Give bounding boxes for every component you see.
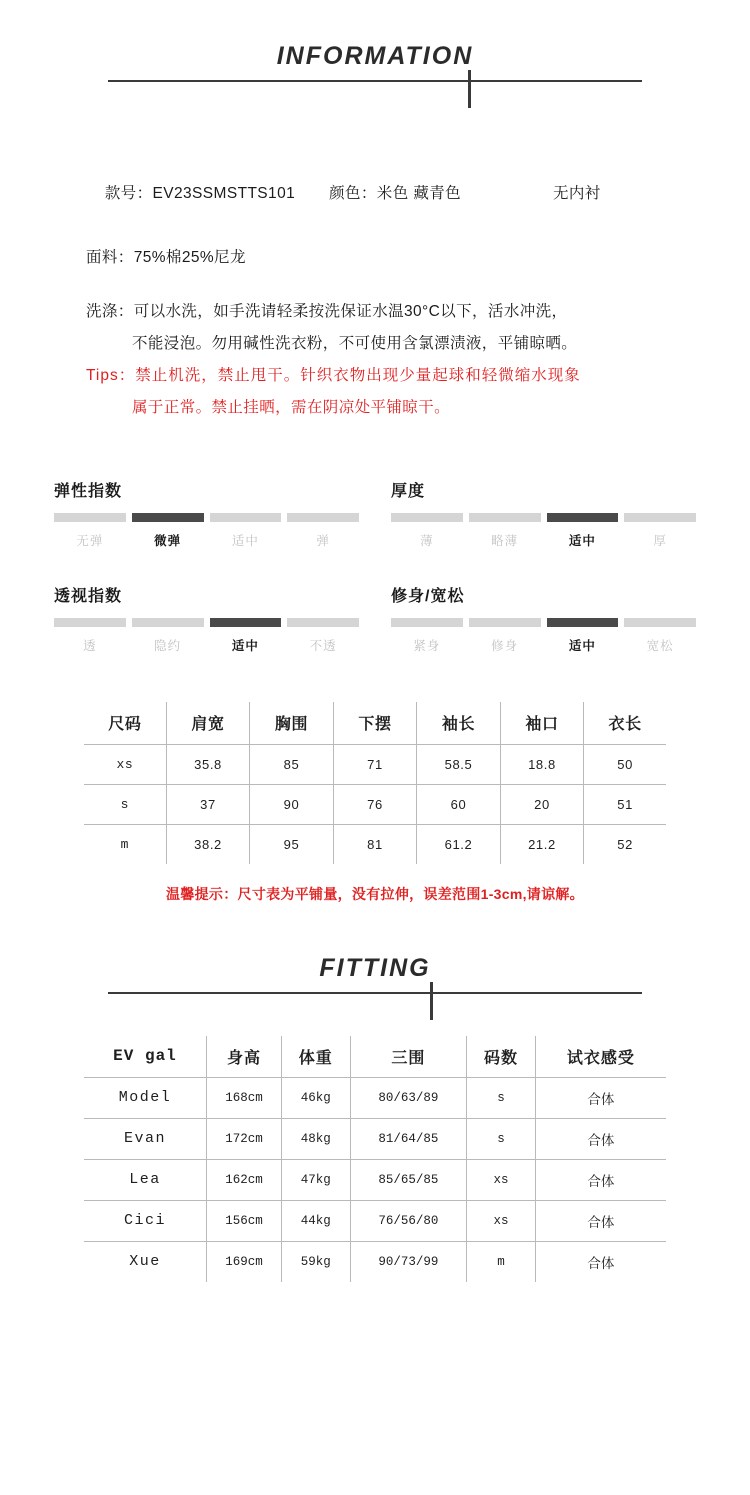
meter-segment — [132, 618, 204, 627]
meter-fit — [391, 583, 696, 654]
size-cell: 35.8 — [166, 744, 249, 784]
table-row — [84, 744, 666, 784]
fitting-feedback: 合体 — [535, 1200, 666, 1241]
meter-transparency-title: 透视指数 — [54, 588, 123, 605]
info-color: 颜色：米色 藏青色 — [329, 185, 462, 202]
info-line-fabric: 面料：75%棉25%尼龙 — [86, 249, 246, 266]
meter-segment — [624, 513, 696, 522]
size-cell: 21.2 — [500, 824, 583, 864]
meter-segment — [624, 618, 696, 627]
fitting-header-cell: 身高 — [206, 1036, 281, 1077]
meter-segment — [54, 618, 126, 627]
attribute-meters — [0, 478, 750, 654]
meter-thickness-title: 厚度 — [391, 483, 426, 500]
meter-label: 宽松 — [646, 639, 674, 653]
fitting-feedback: 合体 — [535, 1077, 666, 1118]
size-table — [84, 702, 666, 864]
meter-elasticity-labels — [54, 531, 359, 549]
info-line-tips-2: 属于正常。禁止挂晒，需在阴凉处平铺晾干。 — [132, 399, 451, 416]
size-cell: 81 — [333, 824, 416, 864]
info-line-wash-2: 不能浸泡。勿用碱性洗衣粉，不可使用含氯漂渍液，平铺晾晒。 — [132, 335, 578, 352]
heading-rule — [108, 992, 642, 994]
fitting-model-name: Model — [84, 1077, 206, 1118]
fitting-table-section — [0, 1036, 750, 1282]
information-text-block — [0, 146, 750, 424]
size-table-note: 温馨提示：尺寸表为平铺量，没有拉伸，误差范围1-3cm,请谅解。 — [166, 886, 584, 902]
fitting-weight: 46kg — [282, 1077, 351, 1118]
fitting-height: 162cm — [206, 1159, 281, 1200]
fitting-weight: 59kg — [282, 1241, 351, 1282]
meter-label: 透 — [83, 639, 97, 653]
fitting-size: s — [467, 1077, 536, 1118]
meter-segment — [391, 513, 463, 522]
fitting-header-cell: 三围 — [350, 1036, 467, 1077]
table-row — [84, 1200, 666, 1241]
fitting-table — [84, 1036, 666, 1282]
size-header-cell: 衣长 — [584, 702, 666, 744]
fitting-measurements: 81/64/85 — [350, 1118, 467, 1159]
fitting-title: FITTING — [0, 954, 750, 983]
size-cell: s — [84, 784, 166, 824]
size-cell: 37 — [166, 784, 249, 824]
meter-elasticity — [54, 478, 359, 549]
meter-transparency — [54, 583, 359, 654]
fitting-weight: 44kg — [282, 1200, 351, 1241]
fitting-measurements: 85/65/85 — [350, 1159, 467, 1200]
size-header-cell: 胸围 — [250, 702, 333, 744]
meter-label-active: 适中 — [568, 639, 596, 653]
meter-segment — [547, 513, 619, 522]
size-cell: 51 — [584, 784, 666, 824]
meter-segment — [54, 513, 126, 522]
fitting-model-name: Lea — [84, 1159, 206, 1200]
size-cell: 76 — [333, 784, 416, 824]
table-row — [84, 1159, 666, 1200]
meter-label: 不透 — [309, 639, 337, 653]
size-cell: 52 — [617, 836, 633, 852]
fitting-height: 168cm — [206, 1077, 281, 1118]
meter-fit-labels — [391, 636, 696, 654]
meter-fit-title: 修身/宽松 — [391, 588, 465, 605]
fitting-model-name: Evan — [84, 1118, 206, 1159]
fitting-feedback: 合体 — [535, 1159, 666, 1200]
fitting-table-header-row — [84, 1036, 666, 1077]
meter-elasticity-title: 弹性指数 — [54, 483, 123, 500]
meter-label: 适中 — [231, 534, 259, 548]
fitting-weight: 48kg — [282, 1118, 351, 1159]
meter-row-1 — [54, 478, 696, 549]
fitting-weight: 47kg — [282, 1159, 351, 1200]
fitting-section-header — [0, 952, 750, 1010]
meter-label: 修身 — [491, 639, 519, 653]
meter-label-active: 微弹 — [154, 534, 182, 548]
info-style-no: 款号：EV23SSMSTTS101 — [104, 185, 296, 202]
meter-thickness — [391, 478, 696, 549]
table-row — [84, 1118, 666, 1159]
size-cell: 85 — [250, 744, 333, 784]
meter-transparency-labels — [54, 636, 359, 654]
meter-row-2 — [54, 583, 696, 654]
meter-label: 薄 — [420, 534, 434, 548]
size-table-section — [0, 702, 750, 904]
meter-fit-bars — [391, 618, 696, 627]
meter-label: 隐约 — [154, 639, 182, 653]
meter-elasticity-bars — [54, 513, 359, 522]
size-cell: 95 — [250, 824, 333, 864]
size-header-cell: 袖长 — [417, 702, 500, 744]
information-section-header — [0, 42, 750, 100]
meter-segment — [287, 618, 359, 627]
fitting-size: xs — [467, 1200, 536, 1241]
meter-segment — [469, 513, 541, 522]
meter-thickness-labels — [391, 531, 696, 549]
meter-segment — [469, 618, 541, 627]
fitting-header-cell: 体重 — [282, 1036, 351, 1077]
size-cell: 58.5 — [417, 744, 500, 784]
meter-transparency-bars — [54, 618, 359, 627]
fitting-measurements: 80/63/89 — [350, 1077, 467, 1118]
info-line-tips-1: Tips：禁止机洗，禁止甩干。针织衣物出现少量起球和轻微缩水现象 — [86, 367, 581, 384]
meter-label: 厚 — [653, 534, 667, 548]
meter-label: 无弹 — [76, 534, 104, 548]
meter-segment — [391, 618, 463, 627]
fitting-height: 156cm — [206, 1200, 281, 1241]
table-row — [84, 1077, 666, 1118]
size-cell: 18.8 — [500, 744, 583, 784]
meter-segment — [210, 513, 282, 522]
meter-label-active: 适中 — [568, 534, 596, 548]
information-title: INFORMATION — [0, 42, 750, 71]
size-cell: 38.2 — [166, 824, 249, 864]
fitting-feedback: 合体 — [587, 1255, 615, 1271]
fitting-measurements: 76/56/80 — [350, 1200, 467, 1241]
fitting-header-cell: 试衣感受 — [535, 1036, 666, 1077]
fitting-measurements: 90/73/99 — [350, 1241, 467, 1282]
size-header-cell: 下摆 — [333, 702, 416, 744]
fitting-size: m — [467, 1241, 536, 1282]
size-cell: 60 — [417, 784, 500, 824]
table-row — [84, 784, 666, 824]
size-cell: xs — [84, 744, 166, 784]
table-row — [84, 1241, 666, 1282]
fitting-size: s — [467, 1118, 536, 1159]
meter-label: 紧身 — [413, 639, 441, 653]
meter-segment — [210, 618, 282, 627]
info-line-wash-1: 洗涤：可以水洗，如手洗请轻柔按洗保证水温30°C以下，活水冲洗， — [86, 303, 568, 320]
fitting-height: 169cm — [206, 1241, 281, 1282]
size-cell: m — [84, 824, 166, 864]
fitting-header-cell: 码数 — [467, 1036, 536, 1077]
meter-label-active: 适中 — [231, 639, 259, 653]
size-cell: 90 — [250, 784, 333, 824]
meter-thickness-bars — [391, 513, 696, 522]
meter-label: 略薄 — [491, 534, 519, 548]
meter-segment — [132, 513, 204, 522]
size-header-cell: 尺码 — [84, 702, 166, 744]
size-cell: 50 — [584, 744, 666, 784]
size-cell: 61.2 — [417, 824, 500, 864]
info-line-style-color — [0, 146, 750, 242]
size-header-cell: 肩宽 — [166, 702, 249, 744]
fitting-model-name: Cici — [84, 1200, 206, 1241]
size-table-header-row — [84, 702, 666, 744]
heading-rule — [108, 80, 642, 82]
fitting-feedback: 合体 — [535, 1118, 666, 1159]
fitting-height: 172cm — [206, 1118, 281, 1159]
fitting-header-cell: EV gal — [84, 1036, 206, 1077]
size-cell: 71 — [333, 744, 416, 784]
size-cell: 20 — [500, 784, 583, 824]
meter-segment — [547, 618, 619, 627]
meter-label: 弹 — [316, 534, 330, 548]
fitting-size: xs — [467, 1159, 536, 1200]
table-row — [84, 824, 666, 864]
info-lining: 无内衬 — [553, 185, 601, 202]
size-header-cell: 袖口 — [500, 702, 583, 744]
fitting-model-name: Xue — [84, 1241, 206, 1282]
meter-segment — [287, 513, 359, 522]
